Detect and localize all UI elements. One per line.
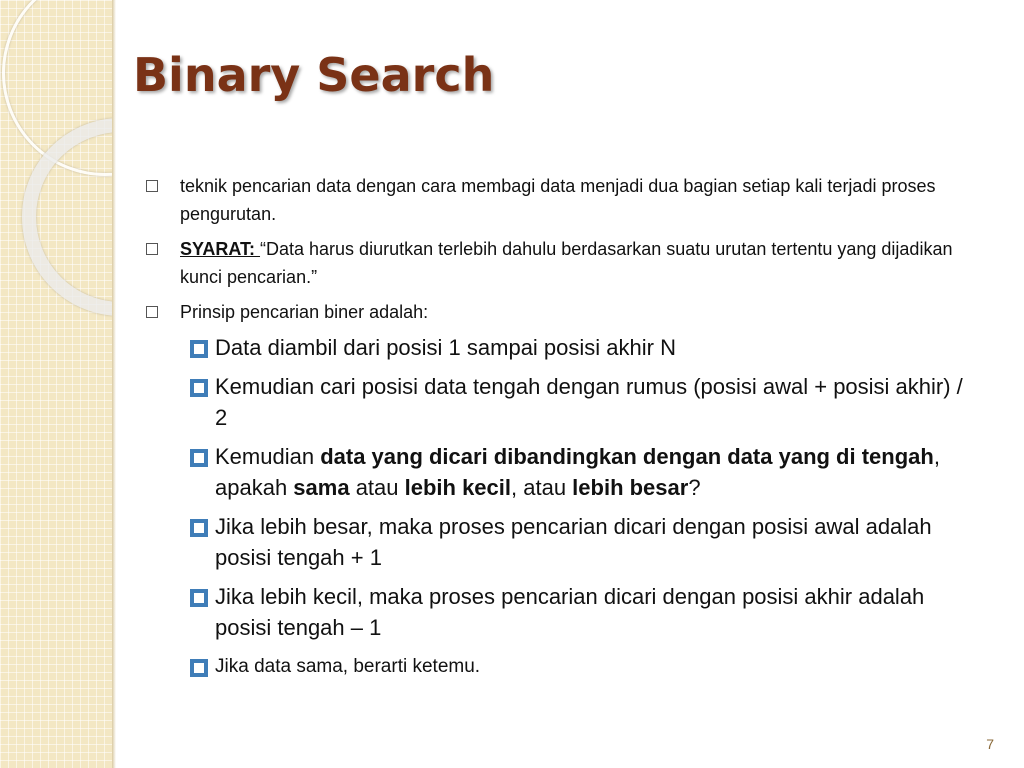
bold-text-run: lebih kecil (404, 475, 512, 500)
bullet-label: SYARAT: (180, 239, 261, 259)
blue-square-bullet-icon (190, 340, 208, 358)
sub-bullet-item (188, 371, 974, 433)
sub-bullet-item (188, 651, 974, 682)
blue-square-bullet-icon (190, 519, 208, 537)
sub-bullet-item (188, 332, 974, 363)
square-bullet-icon (146, 306, 158, 318)
text-run: Kemudian (215, 444, 321, 469)
text-run: ? (688, 475, 701, 500)
sub-bullet-item (188, 441, 974, 503)
sub-bullet-text: Data diambil dari posisi 1 sampai posisi akhir N (215, 335, 676, 360)
bullet-text: “Data harus diurutkan terlebih dahulu berdasarkan suatu urutan tertentu yang dijadikan kunci pencarian.” (180, 239, 953, 287)
decorative-sidebar (0, 0, 112, 768)
square-bullet-icon (146, 243, 158, 255)
bold-text-run: data yang dicari dibandingkan dengan data yang di tengah (320, 444, 934, 469)
slide-content (144, 172, 974, 690)
sub-bullet-item (188, 511, 974, 573)
blue-square-bullet-icon (190, 659, 208, 677)
sidebar-edge (112, 0, 116, 768)
sub-bullet-text: Kemudian cari posisi data tengah dengan rumus (posisi awal + posisi akhir) / 2 (215, 374, 963, 430)
sub-bullet-text (215, 444, 940, 500)
bullet-item (144, 172, 974, 228)
page-number: 7 (986, 736, 994, 752)
sub-bullet-text: Jika lebih besar, maka proses pencarian dicari dengan posisi awal adalah posisi tengah + 1 (215, 514, 932, 570)
slide-title: Binary Search (133, 48, 495, 102)
blue-square-bullet-icon (190, 449, 208, 467)
square-bullet-icon (146, 180, 158, 192)
sub-bullet-list (188, 332, 974, 682)
sub-bullet-text: Jika data sama, berarti ketemu. (215, 656, 481, 677)
bullet-text: teknik pencarian data dengan cara membagi data menjadi dua bagian setiap kali terjadi proses pengurutan. (180, 176, 936, 224)
bold-text-run: lebih besar (572, 475, 689, 500)
blue-square-bullet-icon (190, 379, 208, 397)
bullet-list (144, 172, 974, 682)
sub-bullet-text: Jika lebih kecil, maka proses pencarian dicari dengan posisi akhir adalah posisi tengah – 1 (215, 584, 925, 640)
text-run: atau (349, 475, 405, 500)
sub-bullet-item (188, 581, 974, 643)
text-run: , atau (511, 475, 573, 500)
text-run: , apakah (215, 444, 940, 500)
bullet-text: Prinsip pencarian biner adalah: (180, 302, 429, 322)
bullet-item (144, 298, 974, 682)
bullet-item (144, 235, 974, 291)
blue-square-bullet-icon (190, 589, 208, 607)
bold-text-run: sama (293, 475, 350, 500)
